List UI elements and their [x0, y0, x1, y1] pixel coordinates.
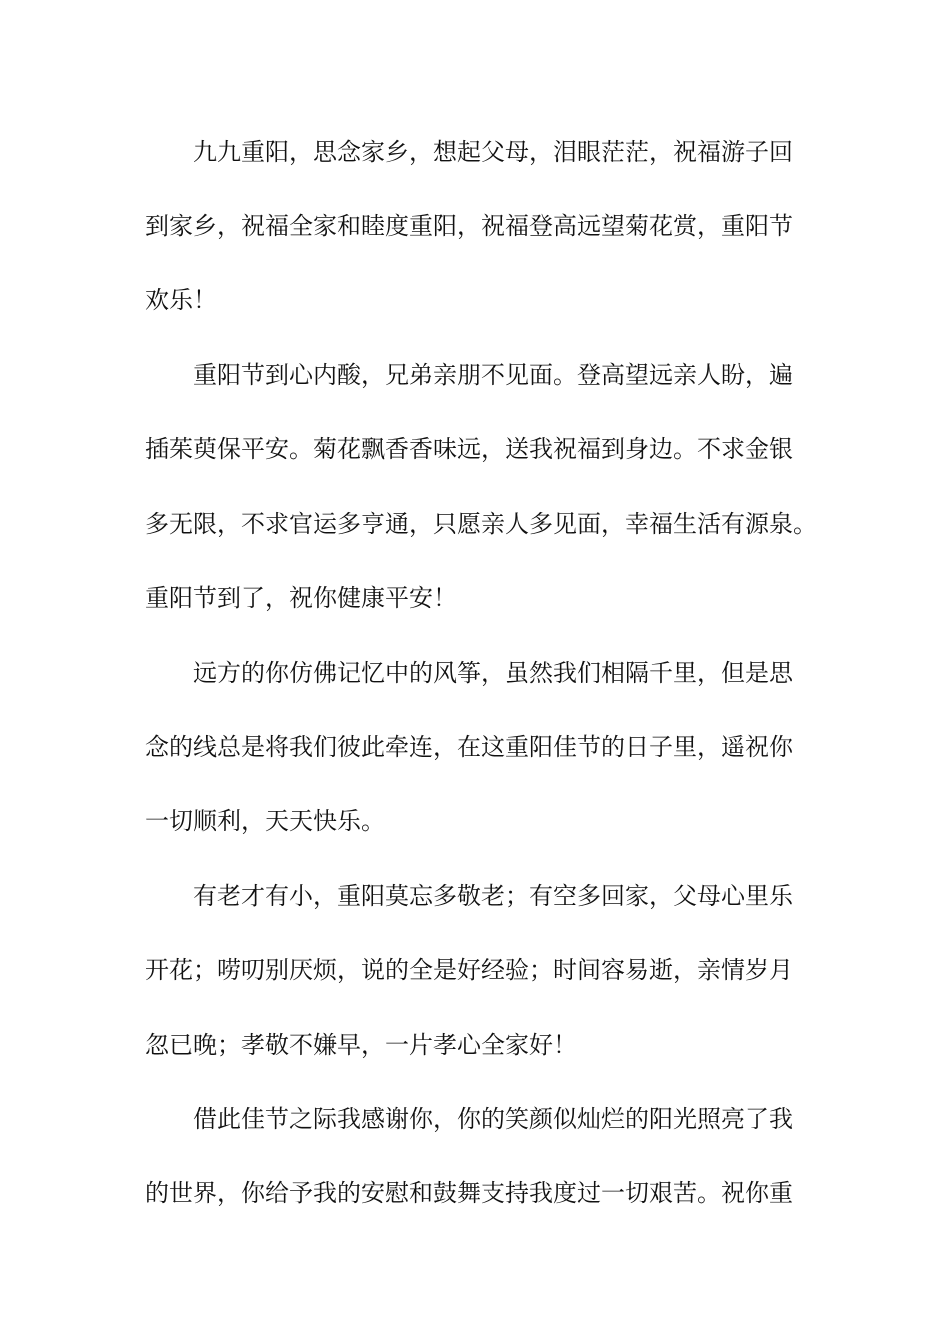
paragraph-2-line-4: 重阳节到了，祝你健康平安！: [145, 584, 457, 612]
paragraph-5-line-1: 借此佳节之际我感谢你，你的笑颜似灿烂的阳光照亮了我: [193, 1105, 793, 1133]
paragraph-2-line-2: 插茱萸保平安。菊花飘香香味远，送我祝福到身边。不求金银: [145, 435, 793, 463]
paragraph-2-line-1: 重阳节到心内酸，兄弟亲朋不见面。登高望远亲人盼，遍: [193, 361, 793, 389]
paragraph-1-line-1: 九九重阳，思念家乡，想起父母，泪眼茫茫，祝福游子回: [193, 138, 793, 166]
paragraph-3-line-3: 一切顺利，天天快乐。: [145, 807, 385, 835]
paragraph-2-line-3: 多无限，不求官运多亨通，只愿亲人多见面，幸福生活有源泉。: [145, 510, 817, 538]
paragraph-4-line-2: 开花；唠叨别厌烦，说的全是好经验；时间容易逝，亲情岁月: [145, 956, 793, 984]
paragraph-3-line-2: 念的线总是将我们彼此牵连，在这重阳佳节的日子里，遥祝你: [145, 733, 793, 761]
paragraph-5-line-2: 的世界，你给予我的安慰和鼓舞支持我度过一切艰苦。祝你重: [145, 1179, 793, 1207]
paragraph-3-line-1: 远方的你仿佛记忆中的风筝，虽然我们相隔千里，但是思: [193, 659, 793, 687]
paragraph-1-line-3: 欢乐！: [145, 286, 217, 314]
paragraph-4-line-1: 有老才有小，重阳莫忘多敬老；有空多回家，父母心里乐: [193, 882, 793, 910]
paragraph-1-line-2: 到家乡，祝福全家和睦度重阳，祝福登高远望菊花赏，重阳节: [145, 212, 793, 240]
paragraph-4-line-3: 忽已晚；孝敬不嫌早，一片孝心全家好！: [145, 1031, 577, 1059]
